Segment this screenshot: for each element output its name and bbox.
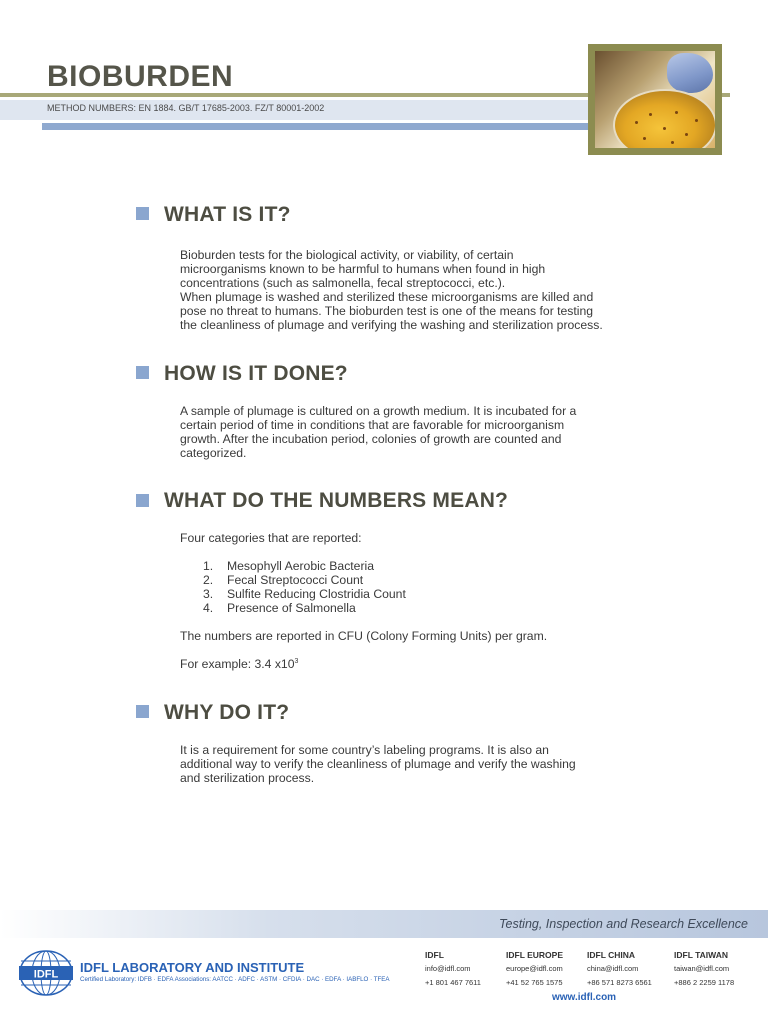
section-bullet [136, 705, 149, 718]
office-europe: IDFL EUROPE europe@idfl.com +41 52 765 1575 [506, 950, 563, 987]
section-heading-numbers: WHAT DO THE NUMBERS MEAN? [164, 489, 509, 512]
office-email[interactable]: info@idfl.com [425, 964, 471, 973]
footer-tagline: Testing, Inspection and Research Excellence [499, 917, 748, 931]
section-text-why: It is a requirement for some country’s labeling programs. It is also an additional way to verify the cleanliness of plumage and verify the washing and sterilization process. [180, 743, 576, 785]
list-item: 1. Mesophyll Aerobic Bacteria [203, 559, 374, 573]
office-email[interactable]: taiwan@idfl.com [674, 964, 730, 973]
list-item: 2. Fecal Streptococci Count [203, 573, 364, 587]
section-bullet [136, 207, 149, 220]
section-heading-how: HOW IS IT DONE? [164, 362, 348, 385]
category-list [203, 559, 406, 615]
office-taiwan: IDFL TAIWAN taiwan@idfl.com +886 2 2259 1178 [674, 950, 735, 987]
office-email[interactable]: europe@idfl.com [506, 964, 563, 973]
svg-text:IDFL: IDFL [33, 968, 59, 981]
website-link[interactable]: www.idfl.com [552, 992, 617, 1003]
petri-dish-shape [613, 89, 715, 148]
section-text-how: A sample of plumage is cultured on a growth medium. It is incubated for a certain period of time in conditions that are favorable for microorganism growth. After the incubation period, colonies of growth are counted and categorized. [180, 404, 577, 460]
idfl-globe-logo [18, 949, 74, 997]
petri-dish-photo [588, 44, 722, 155]
section-text-what: Bioburden tests for the biological activity, or viability, of certain microorganisms known to be harmful to humans when found in high concentrations (such as salmonella, fecal streptococci, etc.). When plumage is washed and sterilized these microorganisms are killed and pose no threat to humans. The bioburden test is one of the means for testing the cleanliness of plumage and verifying the washing and sterilization process. [180, 248, 603, 332]
institute-name: IDFL LABORATORY AND INSTITUTE [80, 960, 305, 975]
section-heading-what: WHAT IS IT? [164, 203, 291, 226]
section-bullet [136, 494, 149, 507]
section-bullet [136, 366, 149, 379]
numbers-intro: Four categories that are reported: [180, 531, 362, 545]
header-accent-bar [42, 123, 588, 130]
method-numbers: METHOD NUMBERS: EN 1884. GB/T 17685-2003. FZ/T 80001-2002 [47, 103, 325, 113]
section-heading-why: WHY DO IT? [164, 701, 290, 724]
certified-line: Certified Laboratory: IDFB · EDFA Associations: AATCC · ADFC · ASTM · CFDIA · DAC · EDFA · IABFLO · TFEA [80, 976, 390, 983]
glove-shape [667, 53, 713, 93]
office-idfl: IDFL info@idfl.com +1 801 467 7611 [425, 950, 481, 987]
list-item: 4. Presence of Salmonella [203, 601, 356, 615]
units-note: The numbers are reported in CFU (Colony Forming Units) per gram. [180, 629, 548, 643]
page-title: BIOBURDEN [47, 60, 234, 93]
example-line: For example: 3.4 $x10^3$ [180, 657, 299, 671]
list-item: 3. Sulfite Reducing Clostridia Count [203, 587, 406, 601]
office-email[interactable]: china@idfl.com [587, 964, 639, 973]
office-china: IDFL CHINA china@idfl.com +86 571 8273 6561 [587, 950, 652, 987]
